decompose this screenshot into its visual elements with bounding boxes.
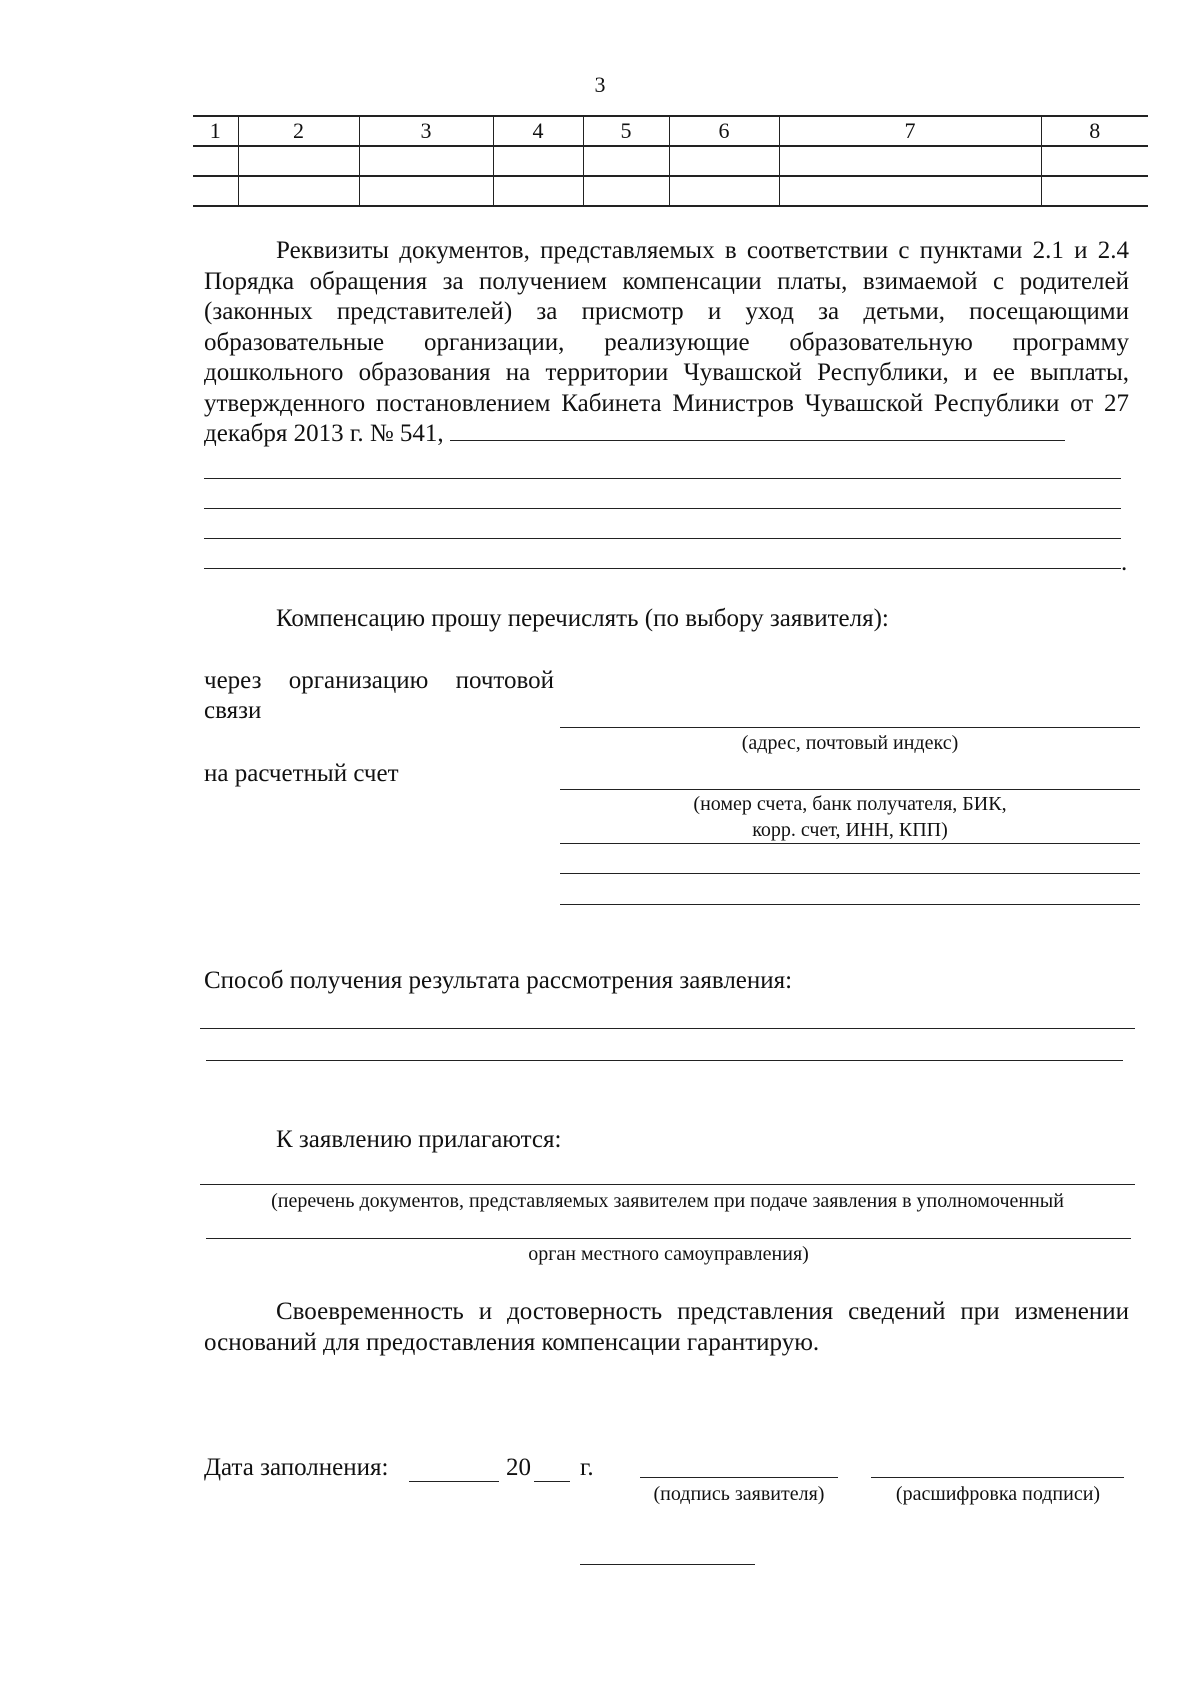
table-cell [779, 146, 1041, 176]
signature-decode-line[interactable] [871, 1477, 1124, 1478]
requisites-paragraph [204, 236, 1129, 450]
account-line-2[interactable] [560, 843, 1140, 844]
table-cell [1041, 176, 1148, 206]
table-row [193, 146, 1148, 176]
year-line[interactable] [534, 1481, 570, 1482]
table-cell [359, 176, 493, 206]
requisites-line-3[interactable] [204, 538, 1121, 539]
requisites-end-punct: . [1121, 549, 1128, 576]
requisites-line-4[interactable] [204, 568, 1121, 569]
attachments-line-2[interactable] [206, 1238, 1131, 1239]
result-method-heading: Способ получения результата рассмотрения заявления: [204, 967, 793, 994]
account-caption-2: корр. счет, ИНН, КПП) [752, 819, 948, 841]
table-header-cell: 7 [779, 116, 1041, 146]
result-method-line-2[interactable] [206, 1060, 1123, 1061]
date-label: Дата заполнения: [204, 1454, 389, 1481]
table-cell [779, 176, 1041, 206]
table-row [193, 176, 1148, 206]
account-caption-1: (номер счета, банк получателя, БИК, [693, 793, 1007, 815]
signature-line[interactable] [640, 1477, 838, 1478]
table-cell [669, 146, 779, 176]
table-cell [669, 176, 779, 206]
table-cell [193, 146, 238, 176]
postal-option-label: через организацию почтовой связи [204, 667, 554, 724]
table-cell [238, 146, 359, 176]
table-cell [493, 176, 583, 206]
signature-decode-caption: (расшифровка подписи) [895, 1483, 1101, 1505]
table-header-cell: 4 [493, 116, 583, 146]
attachments-heading: К заявлению прилагаются: [276, 1126, 562, 1153]
year-prefix: 20 [506, 1454, 531, 1481]
date-day-month-line[interactable] [409, 1481, 499, 1482]
table-cell [359, 146, 493, 176]
account-option-label: на расчетный счет [204, 760, 399, 787]
table-cell [583, 176, 669, 206]
requisites-line-2[interactable] [204, 508, 1121, 509]
year-suffix: г. [580, 1454, 594, 1481]
postal-address-caption: (адрес, почтовый индекс) [741, 732, 959, 754]
table-cell [583, 146, 669, 176]
data-table [193, 115, 1148, 207]
table-cell [238, 176, 359, 206]
requisites-text: Реквизиты документов, представляемых в соответствии с пунктами 2.1 и 2.4 Порядка обращения за получением компенсации платы, взимаемой с родителей (законных представителей) за присмотр и уход за детьми, посещающими образовательные организации, реализующие образовательную программу дошкольного образования на территории Чувашской Республики, и ее выплаты, утвержденного постановлением Кабинета Министров Чувашской Республики от 27 декабря 2013 г. № 541, [204, 237, 1129, 447]
table-cell [193, 176, 238, 206]
account-line-4[interactable] [560, 904, 1140, 905]
attachments-caption-2: орган местного самоуправления) [528, 1243, 809, 1265]
table-header-cell: 8 [1041, 116, 1148, 146]
table-cell [493, 146, 583, 176]
page-number: 3 [594, 72, 606, 97]
table-header-cell: 3 [359, 116, 493, 146]
compensation-heading: Компенсацию прошу перечислять (по выбору заявителя): [276, 605, 889, 632]
table-header-cell: 1 [193, 116, 238, 146]
attachments-line-1[interactable] [200, 1184, 1135, 1185]
account-line[interactable] [560, 789, 1140, 790]
attachments-caption-1: (перечень документов, представляемых заявителем при подаче заявления в уполномоченный [271, 1190, 1064, 1212]
requisites-fill-line[interactable] [450, 420, 1065, 441]
guarantee-paragraph: Своевременность и достоверность представления сведений при изменении оснований для предоставления компенсации гарантирую. [204, 1298, 1129, 1356]
table-header-cell: 6 [669, 116, 779, 146]
table-cell [1041, 146, 1148, 176]
signature-caption: (подпись заявителя) [653, 1483, 825, 1505]
table-header-cell: 2 [238, 116, 359, 146]
result-method-line-1[interactable] [200, 1028, 1135, 1029]
account-line-3[interactable] [560, 873, 1140, 874]
table-header-row [193, 116, 1148, 146]
requisites-line-1[interactable] [204, 478, 1121, 479]
postal-address-line[interactable] [560, 727, 1140, 728]
table-header-cell: 5 [583, 116, 669, 146]
end-separator-line [580, 1564, 755, 1565]
